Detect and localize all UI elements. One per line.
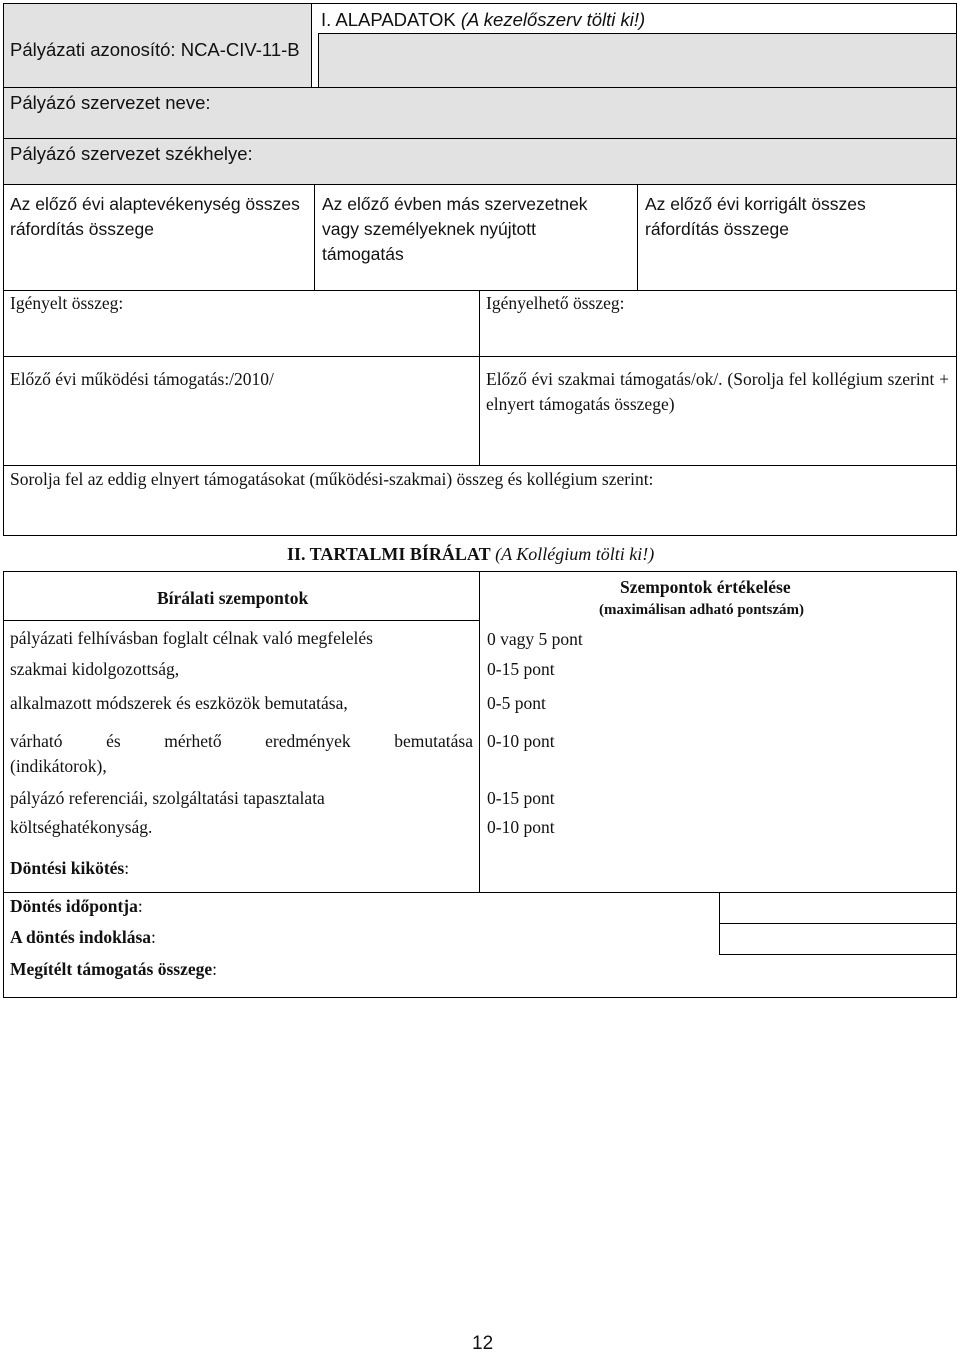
szervezet-szekhelye-label: Pályázó szervezet székhelye: — [10, 143, 253, 164]
szervezet-neve-label: Pályázó szervezet neve: — [10, 92, 211, 113]
divider — [314, 184, 315, 290]
igenyelheto-osszeg-label: Igényelhető összeg: — [486, 293, 625, 313]
divider — [3, 892, 957, 893]
criterion-1: pályázati felhívásban foglalt célnak való megfelelés — [10, 628, 373, 648]
megitelt-tamogatas-text: Megítélt támogatás összege — [10, 959, 213, 979]
divider — [719, 954, 957, 955]
score-3: 0-5 pont — [487, 693, 546, 713]
tamogatas-label: Az előző évben más szervezetnek vagy személyeknek nyújtott támogatás — [322, 194, 588, 264]
criterion-5: pályázó referenciái, szolgáltatási tapasztalata — [10, 788, 325, 808]
score-4: 0-10 pont — [487, 731, 555, 751]
alaptevekenyseg-label: Az előző évi alaptevékenység összes ráfordítás összege — [10, 194, 300, 239]
divider — [719, 923, 957, 924]
divider — [311, 3, 312, 88]
score-5: 0-15 pont — [487, 788, 555, 808]
dontesi-kikotes-label — [10, 856, 129, 881]
criterion-6: költséghatékonyság. — [10, 817, 153, 837]
score-6: 0-10 pont — [487, 817, 555, 837]
elnyert-tamogatasok-label: Sorolja fel az eddig elnyert támogatásokat (működési-szakmai) összeg és kollégium szerint: — [10, 469, 654, 489]
score-2: 0-15 pont — [487, 659, 555, 679]
dontesi-kikotes-text: Döntési kikötés — [10, 858, 125, 878]
header-right-cell — [318, 34, 956, 87]
dontes-indoklasa-text: A döntés indoklása — [10, 927, 152, 947]
dontes-idopontja-text: Döntés időpontja — [10, 896, 138, 916]
divider — [3, 184, 957, 185]
divider — [318, 33, 957, 34]
megitelt-tamogatas-label — [10, 957, 217, 982]
score-subheader: (maximálisan adható pontszám) — [599, 602, 805, 618]
criterion-4-cont: (indikátorok), — [10, 756, 107, 776]
divider — [637, 184, 638, 290]
dontes-idopontja-label — [10, 894, 143, 919]
divider — [479, 571, 480, 892]
divider — [318, 33, 319, 88]
szakmai-tamogatas-label: Előző évi szakmai támogatás/ok/. (Sorolja fel kollégium szerint + elnyert támogatás összege) — [486, 369, 949, 414]
page-number: 12 — [472, 1333, 494, 1354]
divider — [3, 138, 957, 139]
criteria-header: Bírálati szempontok — [157, 588, 309, 608]
mukodesi-tamogatas-label: Előző évi működési támogatás:/2010/ — [10, 369, 274, 389]
colon: : — [137, 896, 143, 916]
colon: : — [212, 959, 218, 979]
divider — [3, 356, 957, 357]
section-title-text: I. ALAPADATOK — [321, 9, 456, 30]
criterion-3: alkalmazott módszerek és eszközök bemutatása, — [10, 693, 348, 713]
score-header: Szempontok értékelése — [620, 577, 791, 597]
divider — [479, 290, 480, 465]
divider — [3, 87, 957, 88]
dontes-indoklasa-label — [10, 925, 156, 950]
section2-title — [287, 542, 654, 567]
divider — [3, 465, 957, 466]
divider — [3, 620, 480, 621]
criterion-4: várható és mérhető eredmények bemutatása — [10, 731, 473, 751]
palyazati-azonosito: Pályázati azonosító: NCA-CIV-11-B — [10, 39, 300, 60]
criterion-2: szakmai kidolgozottság, — [10, 659, 180, 679]
section-title-note: (A kezelőszerv tölti ki!) — [460, 9, 646, 30]
section-title — [321, 7, 645, 32]
colon: : — [151, 927, 156, 947]
divider — [3, 290, 957, 291]
score-1: 0 vagy 5 pont — [487, 629, 583, 649]
igenyelt-osszeg-label: Igényelt összeg: — [10, 293, 124, 313]
korrigalt-label: Az előző évi korrigált összes ráfordítás összege — [645, 194, 866, 239]
section2-title-note: (A Kollégium tölti ki!) — [495, 544, 655, 564]
colon: : — [124, 858, 130, 878]
section2-title-text: II. TARTALMI BÍRÁLAT — [287, 544, 491, 564]
